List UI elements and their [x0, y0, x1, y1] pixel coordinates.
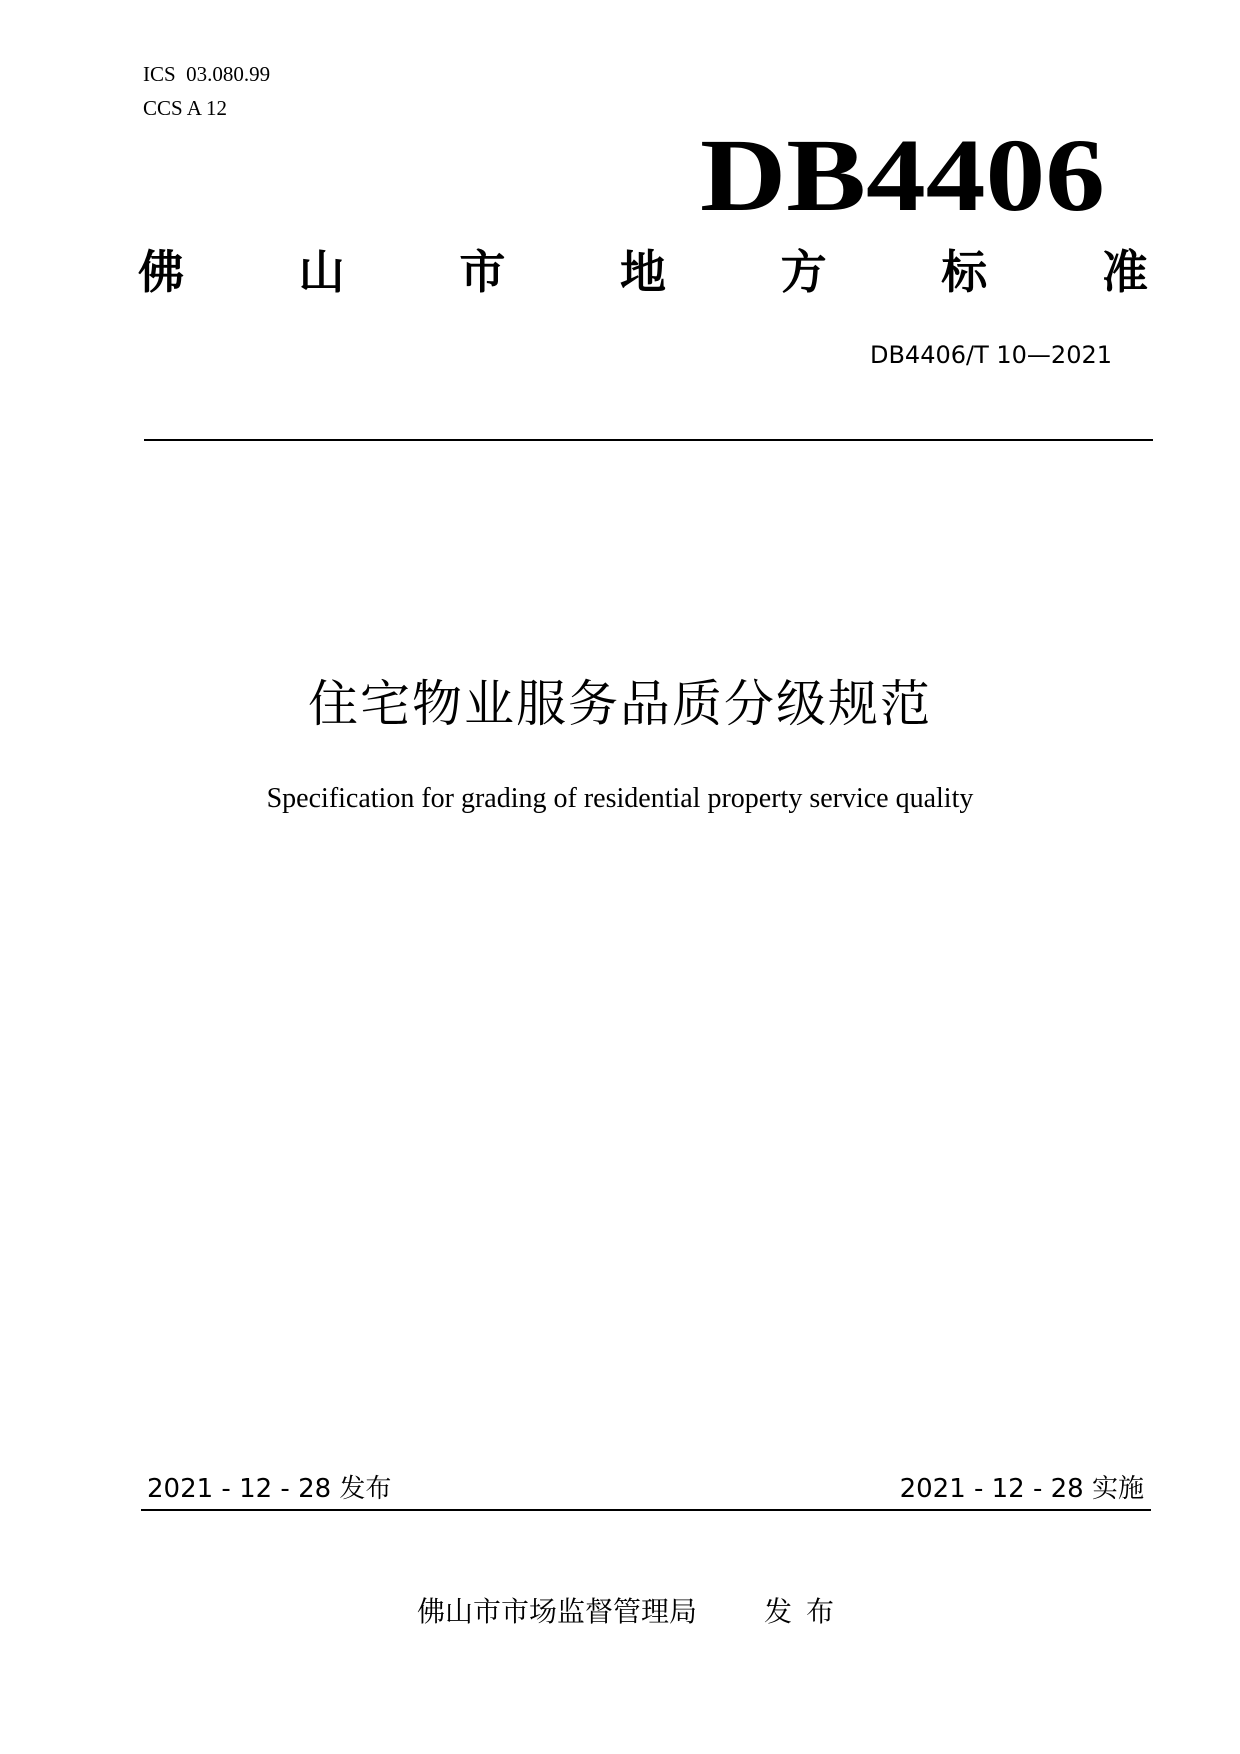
publish-date: 2021 - 12 - 28 发布: [147, 1474, 392, 1504]
heading-char: 标: [941, 245, 988, 299]
ccs-code: CCS A 12: [143, 96, 228, 120]
publisher-name: 佛山市市场监督管理局: [417, 1595, 698, 1628]
ics-code: ICS 03.080.99: [143, 62, 271, 86]
document-title-chinese: 住宅物业服务品质分级规范: [308, 675, 932, 733]
standard-number: DB4406/T 10—2021: [869, 341, 1112, 369]
publisher-action: 发布: [764, 1595, 849, 1628]
heading-char: 地: [619, 245, 666, 299]
effective-date: 2021 - 12 - 28 实施: [899, 1474, 1144, 1504]
heading-char: 山: [298, 245, 345, 299]
footer-divider: [141, 1509, 1151, 1511]
document-title-english: Specification for grading of residential property service quality: [266, 783, 974, 814]
local-standard-heading: [138, 242, 1148, 302]
standard-logo-text: DB4406: [700, 118, 1105, 228]
heading-char: 市: [459, 245, 506, 299]
heading-char: 准: [1101, 245, 1148, 299]
header-divider: [144, 439, 1153, 441]
heading-char: 方: [780, 245, 827, 299]
heading-char: 佛: [138, 245, 184, 299]
standard-logo: [700, 118, 1110, 228]
